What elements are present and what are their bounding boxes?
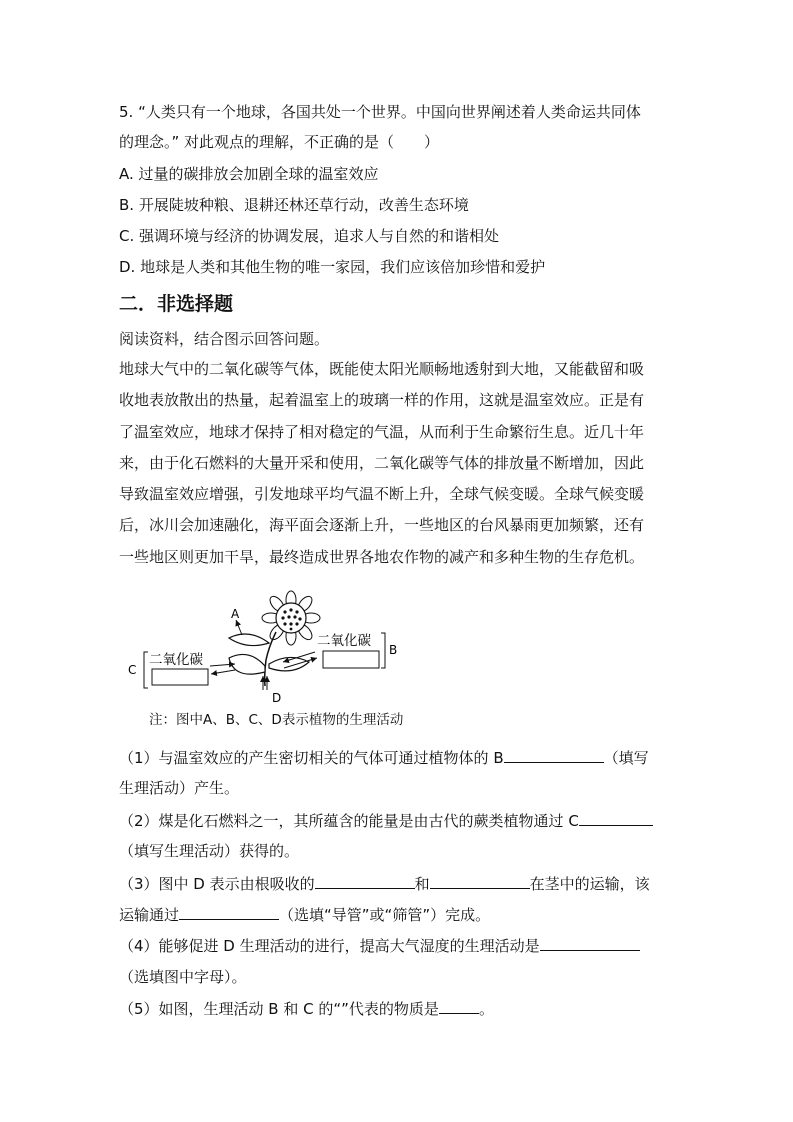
diagram-note: 注：图中A、B、C、D表示植物的生理活动: [149, 712, 404, 728]
label-d: D: [272, 691, 282, 705]
q3-text-a: （3）图中 D 表示由根吸收的: [119, 875, 315, 893]
q3-line2: [119, 903, 490, 926]
arrow-a: [236, 620, 242, 635]
q1-text-b: （填写: [603, 749, 649, 767]
label-c: C: [128, 663, 137, 677]
passage-line: 一些地区则更加干旱，最终造成世界各地农作物的减产和多种生物的生存危机。: [119, 548, 645, 566]
q5-option-a: A. 过量的碳排放会加剧全球的温室效应: [119, 165, 379, 183]
arrow-c-out: [211, 670, 235, 674]
q5b-text-b: 。: [478, 1000, 494, 1018]
leaf-right: [269, 657, 309, 670]
q3-text-b: 和: [414, 875, 430, 893]
passage-line: 了温室效应，地球才保持了相对稳定的气温，从而利于生命繁衍生息。近几十年: [119, 423, 645, 441]
q1-text-a: （1）与温室效应的产生密切相关的气体可通过植物体的 B: [119, 749, 504, 767]
q5b-blank[interactable]: [439, 997, 479, 1014]
section-title: 二．非选择题: [119, 293, 234, 315]
passage-line: 来，由于化石燃料的大量开采和使用，二氧化碳等气体的排放量不断增加，因此: [119, 454, 645, 472]
q2-text-a: （2）煤是化石燃料之一，其所蕴含的能量是由古代的蕨类植物通过 C: [119, 812, 579, 830]
q3-line1: [119, 872, 650, 895]
q3-text-d: 运输通过: [119, 906, 180, 924]
q4-blank[interactable]: [540, 934, 640, 951]
co2-label-right: 二氧化碳: [317, 633, 371, 649]
q1-line1: [119, 746, 649, 769]
leaf-upper: [229, 634, 269, 646]
label-b: B: [389, 643, 398, 657]
passage-line: 导致温室效应增强，引发地球平均气温不断上升，全球气候变暖。全球气候变暖: [119, 485, 645, 503]
passage-line: 地球大气中的二氧化碳等气体，既能使太阳光顺畅地透射到大地，又能截留和吸: [119, 360, 645, 378]
q5-option-c: C. 强调环境与经济的协调发展，追求人与自然的和谐相处: [119, 227, 500, 245]
q4-line1: [119, 934, 640, 957]
q3-blank-3[interactable]: [179, 903, 279, 920]
q2-line1: [119, 809, 653, 832]
q3-text-c: 在茎中的运输，该: [529, 875, 650, 893]
sunflower-head: [262, 591, 320, 645]
plant-stem: [265, 632, 276, 686]
blank-box-left: [152, 669, 208, 685]
q4-line2: （选填图中字母）。: [119, 968, 247, 986]
q5-stem-line1: 5. “人类只有一个地球，各国共处一个世界。中国向世界阐述着人类命运共同体: [119, 103, 641, 121]
q1-line2: 生理活动）产生。: [119, 779, 240, 797]
blank-box-right: [323, 651, 379, 668]
passage-line: 收地表放散出的热量，起着温室上的玻璃一样的作用，这就是温室效应。正是有: [119, 391, 645, 409]
bracket-b: [381, 633, 385, 668]
q3-blank-2[interactable]: [430, 872, 530, 889]
q3-blank-1[interactable]: [315, 872, 415, 889]
q5-line: [119, 997, 494, 1020]
q5-stem-line2: 的理念。” 对此观点的理解，不正确的是（ ）: [119, 133, 440, 151]
section-intro: 阅读资料，结合图示回答问题。: [119, 330, 330, 348]
label-a: A: [231, 607, 240, 621]
q1-blank[interactable]: [504, 746, 604, 763]
q4-text-a: （4）能够促进 D 生理活动的进行，提高大气湿度的生理活动是: [119, 937, 540, 955]
q5b-text-a: （5）如图，生理活动 B 和 C 的“”代表的物质是: [119, 1000, 439, 1018]
plant-diagram: [119, 588, 419, 706]
q5-option-b: B. 开展陡坡种粮、退耕还林还草行动，改善生态环境: [119, 196, 469, 214]
bracket-c: [144, 652, 148, 688]
passage-line: 后，冰川会加速融化，海平面会逐渐上升，一些地区的台风暴雨更加频繁，还有: [119, 516, 645, 534]
q2-line2: （填写生理活动）获得的。: [119, 842, 300, 860]
q2-blank[interactable]: [579, 809, 653, 826]
co2-label-left: 二氧化碳: [149, 652, 203, 668]
q5-option-d: D. 地球是人类和其他生物的唯一家园，我们应该倍加珍惜和爱护: [119, 258, 546, 276]
q3-text-e: （选填“导管”或“筛管”）完成。: [279, 906, 491, 924]
